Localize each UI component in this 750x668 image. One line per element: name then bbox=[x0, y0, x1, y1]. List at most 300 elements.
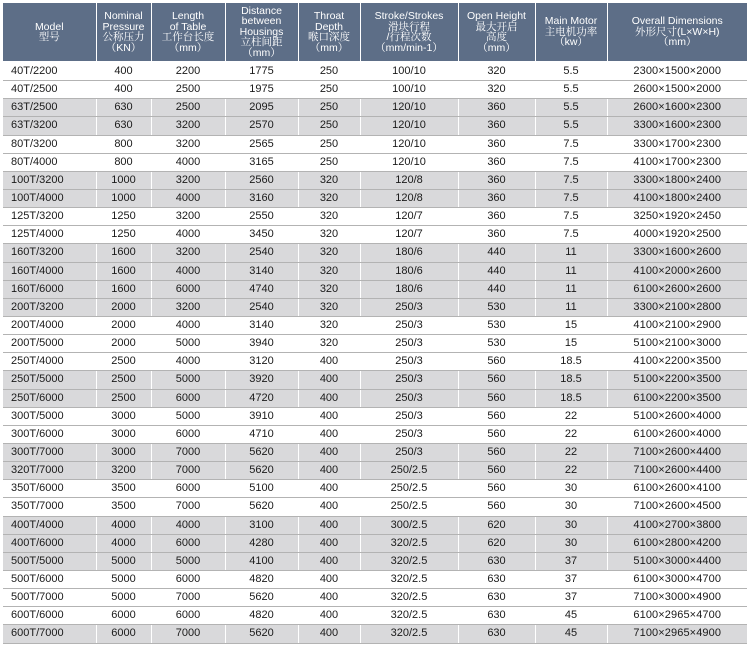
cell-overall-dimensions: 3300×2100×2800 bbox=[607, 298, 747, 316]
cell-open-height: 630 bbox=[458, 625, 535, 643]
cell-stroke-strokes: 250/3 bbox=[360, 335, 458, 353]
table-row bbox=[3, 534, 747, 552]
cell-length-of-table: 6000 bbox=[151, 480, 225, 498]
cell-nominal-pressure: 6000 bbox=[96, 607, 151, 625]
header-model: Model 型号 bbox=[3, 3, 96, 62]
cell-nominal-pressure: 4000 bbox=[96, 516, 151, 534]
cell-open-height: 530 bbox=[458, 316, 535, 334]
cell-length-of-table: 5000 bbox=[151, 407, 225, 425]
cell-overall-dimensions: 3300×1700×2300 bbox=[607, 135, 747, 153]
cell-overall-dimensions: 6100×2600×4000 bbox=[607, 425, 747, 443]
cell-overall-dimensions: 5100×2600×4000 bbox=[607, 407, 747, 425]
cell-model: 400T/6000 bbox=[3, 534, 96, 552]
cell-open-height: 560 bbox=[458, 425, 535, 443]
cell-throat-depth: 400 bbox=[298, 480, 360, 498]
cell-nominal-pressure: 3500 bbox=[96, 498, 151, 516]
table-row bbox=[3, 62, 747, 81]
table-row bbox=[3, 480, 747, 498]
cell-stroke-strokes: 250/3 bbox=[360, 371, 458, 389]
cell-stroke-strokes: 250/3 bbox=[360, 407, 458, 425]
cell-model: 100T/4000 bbox=[3, 189, 96, 207]
cell-stroke-strokes: 120/10 bbox=[360, 99, 458, 117]
cell-overall-dimensions: 5100×3000×4400 bbox=[607, 552, 747, 570]
cell-open-height: 560 bbox=[458, 443, 535, 461]
cell-model: 200T/4000 bbox=[3, 316, 96, 334]
header-main-motor: Main Motor 主电机功率 （kw） bbox=[535, 3, 607, 62]
cell-open-height: 620 bbox=[458, 516, 535, 534]
spec-table-body bbox=[3, 62, 747, 643]
table-row bbox=[3, 498, 747, 516]
cell-model: 250T/4000 bbox=[3, 353, 96, 371]
cell-model: 600T/6000 bbox=[3, 607, 96, 625]
cell-stroke-strokes: 250/2.5 bbox=[360, 462, 458, 480]
cell-open-height: 440 bbox=[458, 280, 535, 298]
cell-model: 125T/4000 bbox=[3, 226, 96, 244]
cell-main-motor: 11 bbox=[535, 262, 607, 280]
header-distance-between-housings: Distance between Housings 立柱间距（mm） bbox=[225, 3, 298, 62]
cell-stroke-strokes: 120/8 bbox=[360, 171, 458, 189]
cell-main-motor: 5.5 bbox=[535, 81, 607, 99]
cell-main-motor: 5.5 bbox=[535, 99, 607, 117]
cell-length-of-table: 6000 bbox=[151, 534, 225, 552]
cell-model: 350T/6000 bbox=[3, 480, 96, 498]
cell-length-of-table: 3200 bbox=[151, 135, 225, 153]
table-row bbox=[3, 516, 747, 534]
cell-distance-between-housings: 4100 bbox=[225, 552, 298, 570]
cell-main-motor: 45 bbox=[535, 607, 607, 625]
cell-model: 63T/2500 bbox=[3, 99, 96, 117]
cell-open-height: 620 bbox=[458, 534, 535, 552]
cell-model: 160T/6000 bbox=[3, 280, 96, 298]
cell-stroke-strokes: 120/8 bbox=[360, 189, 458, 207]
cell-nominal-pressure: 2500 bbox=[96, 371, 151, 389]
cell-length-of-table: 4000 bbox=[151, 353, 225, 371]
cell-distance-between-housings: 5100 bbox=[225, 480, 298, 498]
cell-distance-between-housings: 3140 bbox=[225, 262, 298, 280]
cell-open-height: 560 bbox=[458, 389, 535, 407]
cell-model: 300T/5000 bbox=[3, 407, 96, 425]
cell-stroke-strokes: 250/3 bbox=[360, 425, 458, 443]
cell-stroke-strokes: 320/2.5 bbox=[360, 589, 458, 607]
table-row bbox=[3, 153, 747, 171]
cell-nominal-pressure: 2000 bbox=[96, 335, 151, 353]
cell-model: 500T/5000 bbox=[3, 552, 96, 570]
cell-main-motor: 5.5 bbox=[535, 62, 607, 81]
cell-stroke-strokes: 100/10 bbox=[360, 81, 458, 99]
cell-main-motor: 7.5 bbox=[535, 153, 607, 171]
cell-overall-dimensions: 4100×2100×2900 bbox=[607, 316, 747, 334]
cell-nominal-pressure: 2000 bbox=[96, 298, 151, 316]
cell-throat-depth: 250 bbox=[298, 153, 360, 171]
cell-overall-dimensions: 7100×2600×4400 bbox=[607, 443, 747, 461]
table-row bbox=[3, 208, 747, 226]
cell-length-of-table: 6000 bbox=[151, 570, 225, 588]
cell-model: 160T/3200 bbox=[3, 244, 96, 262]
cell-throat-depth: 320 bbox=[298, 280, 360, 298]
cell-nominal-pressure: 1250 bbox=[96, 208, 151, 226]
cell-stroke-strokes: 120/7 bbox=[360, 208, 458, 226]
cell-length-of-table: 4000 bbox=[151, 262, 225, 280]
table-row bbox=[3, 171, 747, 189]
cell-open-height: 560 bbox=[458, 462, 535, 480]
header-throat-depth: Throat Depth 喉口深度 （mm） bbox=[298, 3, 360, 62]
cell-throat-depth: 320 bbox=[298, 316, 360, 334]
cell-main-motor: 15 bbox=[535, 335, 607, 353]
cell-stroke-strokes: 250/2.5 bbox=[360, 480, 458, 498]
cell-stroke-strokes: 320/2.5 bbox=[360, 534, 458, 552]
cell-nominal-pressure: 1600 bbox=[96, 244, 151, 262]
cell-model: 350T/7000 bbox=[3, 498, 96, 516]
cell-distance-between-housings: 5620 bbox=[225, 443, 298, 461]
cell-main-motor: 22 bbox=[535, 462, 607, 480]
cell-throat-depth: 400 bbox=[298, 607, 360, 625]
cell-nominal-pressure: 6000 bbox=[96, 625, 151, 643]
cell-throat-depth: 400 bbox=[298, 353, 360, 371]
cell-overall-dimensions: 3300×1600×2600 bbox=[607, 244, 747, 262]
cell-stroke-strokes: 120/10 bbox=[360, 153, 458, 171]
header-stroke-strokes: Stroke/Strokes 滑块行程 /行程次数 （mm/min-1） bbox=[360, 3, 458, 62]
cell-main-motor: 7.5 bbox=[535, 226, 607, 244]
cell-stroke-strokes: 250/3 bbox=[360, 298, 458, 316]
table-row bbox=[3, 335, 747, 353]
cell-distance-between-housings: 4720 bbox=[225, 389, 298, 407]
cell-nominal-pressure: 1250 bbox=[96, 226, 151, 244]
cell-length-of-table: 3200 bbox=[151, 117, 225, 135]
cell-overall-dimensions: 6100×2200×3500 bbox=[607, 389, 747, 407]
cell-nominal-pressure: 3000 bbox=[96, 407, 151, 425]
table-row bbox=[3, 425, 747, 443]
cell-stroke-strokes: 250/3 bbox=[360, 443, 458, 461]
cell-stroke-strokes: 120/10 bbox=[360, 135, 458, 153]
table-row bbox=[3, 316, 747, 334]
cell-nominal-pressure: 800 bbox=[96, 153, 151, 171]
cell-open-height: 530 bbox=[458, 298, 535, 316]
table-row bbox=[3, 226, 747, 244]
cell-nominal-pressure: 3500 bbox=[96, 480, 151, 498]
cell-open-height: 320 bbox=[458, 81, 535, 99]
cell-stroke-strokes: 100/10 bbox=[360, 62, 458, 81]
cell-stroke-strokes: 250/3 bbox=[360, 316, 458, 334]
cell-throat-depth: 400 bbox=[298, 570, 360, 588]
cell-nominal-pressure: 1000 bbox=[96, 171, 151, 189]
cell-main-motor: 37 bbox=[535, 552, 607, 570]
cell-stroke-strokes: 320/2.5 bbox=[360, 552, 458, 570]
cell-nominal-pressure: 630 bbox=[96, 99, 151, 117]
cell-distance-between-housings: 4710 bbox=[225, 425, 298, 443]
cell-model: 300T/7000 bbox=[3, 443, 96, 461]
table-row bbox=[3, 135, 747, 153]
cell-open-height: 560 bbox=[458, 498, 535, 516]
cell-open-height: 560 bbox=[458, 371, 535, 389]
cell-overall-dimensions: 4100×2700×3800 bbox=[607, 516, 747, 534]
cell-main-motor: 11 bbox=[535, 298, 607, 316]
cell-model: 200T/5000 bbox=[3, 335, 96, 353]
cell-length-of-table: 4000 bbox=[151, 516, 225, 534]
cell-stroke-strokes: 180/6 bbox=[360, 244, 458, 262]
cell-distance-between-housings: 1975 bbox=[225, 81, 298, 99]
cell-overall-dimensions: 6100×3000×4700 bbox=[607, 570, 747, 588]
cell-overall-dimensions: 4100×1700×2300 bbox=[607, 153, 747, 171]
cell-nominal-pressure: 2500 bbox=[96, 353, 151, 371]
cell-nominal-pressure: 2000 bbox=[96, 316, 151, 334]
cell-main-motor: 5.5 bbox=[535, 117, 607, 135]
cell-distance-between-housings: 3165 bbox=[225, 153, 298, 171]
table-row bbox=[3, 117, 747, 135]
cell-throat-depth: 250 bbox=[298, 117, 360, 135]
cell-throat-depth: 250 bbox=[298, 99, 360, 117]
table-row bbox=[3, 244, 747, 262]
header-open-height: Open Height 最大开启 高度 （mm） bbox=[458, 3, 535, 62]
table-row bbox=[3, 462, 747, 480]
table-row bbox=[3, 552, 747, 570]
cell-open-height: 630 bbox=[458, 589, 535, 607]
cell-overall-dimensions: 6100×2600×2600 bbox=[607, 280, 747, 298]
cell-open-height: 360 bbox=[458, 135, 535, 153]
cell-length-of-table: 3200 bbox=[151, 208, 225, 226]
cell-open-height: 560 bbox=[458, 407, 535, 425]
cell-overall-dimensions: 6100×2965×4700 bbox=[607, 607, 747, 625]
cell-model: 63T/3200 bbox=[3, 117, 96, 135]
cell-distance-between-housings: 3160 bbox=[225, 189, 298, 207]
cell-throat-depth: 320 bbox=[298, 171, 360, 189]
cell-length-of-table: 2500 bbox=[151, 99, 225, 117]
cell-model: 300T/6000 bbox=[3, 425, 96, 443]
cell-overall-dimensions: 2600×1500×2000 bbox=[607, 81, 747, 99]
cell-distance-between-housings: 2570 bbox=[225, 117, 298, 135]
cell-length-of-table: 7000 bbox=[151, 625, 225, 643]
cell-open-height: 360 bbox=[458, 117, 535, 135]
table-row bbox=[3, 407, 747, 425]
cell-length-of-table: 7000 bbox=[151, 589, 225, 607]
cell-distance-between-housings: 3920 bbox=[225, 371, 298, 389]
table-row bbox=[3, 371, 747, 389]
cell-model: 160T/4000 bbox=[3, 262, 96, 280]
cell-overall-dimensions: 4000×1920×2500 bbox=[607, 226, 747, 244]
cell-throat-depth: 400 bbox=[298, 371, 360, 389]
cell-overall-dimensions: 6100×2600×4100 bbox=[607, 480, 747, 498]
table-row bbox=[3, 353, 747, 371]
cell-distance-between-housings: 2560 bbox=[225, 171, 298, 189]
table-row bbox=[3, 189, 747, 207]
cell-main-motor: 7.5 bbox=[535, 189, 607, 207]
cell-distance-between-housings: 3450 bbox=[225, 226, 298, 244]
cell-main-motor: 45 bbox=[535, 625, 607, 643]
cell-model: 80T/3200 bbox=[3, 135, 96, 153]
cell-length-of-table: 2200 bbox=[151, 62, 225, 81]
cell-distance-between-housings: 4740 bbox=[225, 280, 298, 298]
cell-throat-depth: 400 bbox=[298, 589, 360, 607]
cell-nominal-pressure: 400 bbox=[96, 81, 151, 99]
cell-distance-between-housings: 4280 bbox=[225, 534, 298, 552]
cell-distance-between-housings: 2565 bbox=[225, 135, 298, 153]
cell-open-height: 560 bbox=[458, 480, 535, 498]
header-overall-dimensions: Overall Dimensions 外形尺寸(L×W×H) （mm） bbox=[607, 3, 747, 62]
cell-overall-dimensions: 3300×1800×2400 bbox=[607, 171, 747, 189]
cell-main-motor: 22 bbox=[535, 425, 607, 443]
cell-length-of-table: 3200 bbox=[151, 171, 225, 189]
cell-nominal-pressure: 2500 bbox=[96, 389, 151, 407]
cell-overall-dimensions: 7100×2600×4500 bbox=[607, 498, 747, 516]
cell-main-motor: 30 bbox=[535, 516, 607, 534]
cell-model: 100T/3200 bbox=[3, 171, 96, 189]
cell-model: 600T/7000 bbox=[3, 625, 96, 643]
cell-overall-dimensions: 2600×1600×2300 bbox=[607, 99, 747, 117]
cell-throat-depth: 400 bbox=[298, 389, 360, 407]
cell-nominal-pressure: 1600 bbox=[96, 262, 151, 280]
table-row bbox=[3, 389, 747, 407]
cell-model: 40T/2500 bbox=[3, 81, 96, 99]
cell-distance-between-housings: 5620 bbox=[225, 589, 298, 607]
cell-stroke-strokes: 120/7 bbox=[360, 226, 458, 244]
cell-throat-depth: 400 bbox=[298, 407, 360, 425]
cell-length-of-table: 4000 bbox=[151, 226, 225, 244]
cell-stroke-strokes: 300/2.5 bbox=[360, 516, 458, 534]
cell-stroke-strokes: 320/2.5 bbox=[360, 625, 458, 643]
cell-stroke-strokes: 250/3 bbox=[360, 389, 458, 407]
table-row bbox=[3, 81, 747, 99]
cell-overall-dimensions: 5100×2200×3500 bbox=[607, 371, 747, 389]
cell-length-of-table: 6000 bbox=[151, 280, 225, 298]
cell-length-of-table: 4000 bbox=[151, 153, 225, 171]
cell-throat-depth: 320 bbox=[298, 262, 360, 280]
cell-main-motor: 7.5 bbox=[535, 171, 607, 189]
cell-nominal-pressure: 5000 bbox=[96, 552, 151, 570]
cell-distance-between-housings: 3140 bbox=[225, 316, 298, 334]
table-row bbox=[3, 298, 747, 316]
cell-throat-depth: 400 bbox=[298, 498, 360, 516]
cell-overall-dimensions: 7100×2965×4900 bbox=[607, 625, 747, 643]
cell-length-of-table: 4000 bbox=[151, 189, 225, 207]
cell-main-motor: 22 bbox=[535, 443, 607, 461]
cell-open-height: 360 bbox=[458, 153, 535, 171]
cell-open-height: 320 bbox=[458, 62, 535, 81]
cell-distance-between-housings: 3940 bbox=[225, 335, 298, 353]
cell-main-motor: 30 bbox=[535, 498, 607, 516]
cell-distance-between-housings: 3120 bbox=[225, 353, 298, 371]
cell-open-height: 440 bbox=[458, 262, 535, 280]
cell-length-of-table: 2500 bbox=[151, 81, 225, 99]
cell-main-motor: 7.5 bbox=[535, 135, 607, 153]
cell-nominal-pressure: 5000 bbox=[96, 589, 151, 607]
header-nominal-pressure: Nominal Pressure 公称压力 （KN） bbox=[96, 3, 151, 62]
cell-throat-depth: 400 bbox=[298, 443, 360, 461]
cell-distance-between-housings: 4820 bbox=[225, 607, 298, 625]
cell-main-motor: 7.5 bbox=[535, 208, 607, 226]
cell-throat-depth: 320 bbox=[298, 335, 360, 353]
cell-open-height: 360 bbox=[458, 208, 535, 226]
cell-open-height: 630 bbox=[458, 552, 535, 570]
cell-main-motor: 30 bbox=[535, 480, 607, 498]
cell-stroke-strokes: 320/2.5 bbox=[360, 607, 458, 625]
cell-open-height: 560 bbox=[458, 353, 535, 371]
cell-overall-dimensions: 6100×2800×4200 bbox=[607, 534, 747, 552]
cell-overall-dimensions: 4100×1800×2400 bbox=[607, 189, 747, 207]
cell-open-height: 360 bbox=[458, 99, 535, 117]
cell-stroke-strokes: 180/6 bbox=[360, 280, 458, 298]
cell-length-of-table: 5000 bbox=[151, 371, 225, 389]
table-row bbox=[3, 262, 747, 280]
cell-stroke-strokes: 250/2.5 bbox=[360, 498, 458, 516]
table-row bbox=[3, 589, 747, 607]
cell-throat-depth: 320 bbox=[298, 189, 360, 207]
table-row bbox=[3, 570, 747, 588]
cell-throat-depth: 320 bbox=[298, 244, 360, 262]
cell-model: 400T/4000 bbox=[3, 516, 96, 534]
cell-length-of-table: 4000 bbox=[151, 316, 225, 334]
table-row bbox=[3, 280, 747, 298]
cell-model: 500T/6000 bbox=[3, 570, 96, 588]
cell-overall-dimensions: 7100×3000×4900 bbox=[607, 589, 747, 607]
cell-nominal-pressure: 400 bbox=[96, 62, 151, 81]
cell-nominal-pressure: 3000 bbox=[96, 443, 151, 461]
cell-open-height: 360 bbox=[458, 226, 535, 244]
cell-throat-depth: 400 bbox=[298, 516, 360, 534]
cell-length-of-table: 5000 bbox=[151, 335, 225, 353]
cell-length-of-table: 3200 bbox=[151, 298, 225, 316]
cell-length-of-table: 6000 bbox=[151, 607, 225, 625]
cell-model: 250T/6000 bbox=[3, 389, 96, 407]
cell-model: 125T/3200 bbox=[3, 208, 96, 226]
cell-distance-between-housings: 3100 bbox=[225, 516, 298, 534]
cell-model: 200T/3200 bbox=[3, 298, 96, 316]
table-row bbox=[3, 99, 747, 117]
cell-open-height: 630 bbox=[458, 570, 535, 588]
header-length-of-table: Length of Table 工作台长度 （mm） bbox=[151, 3, 225, 62]
cell-overall-dimensions: 3250×1920×2450 bbox=[607, 208, 747, 226]
cell-open-height: 630 bbox=[458, 607, 535, 625]
cell-distance-between-housings: 2540 bbox=[225, 244, 298, 262]
cell-throat-depth: 250 bbox=[298, 81, 360, 99]
cell-stroke-strokes: 250/3 bbox=[360, 353, 458, 371]
cell-open-height: 360 bbox=[458, 171, 535, 189]
cell-throat-depth: 400 bbox=[298, 552, 360, 570]
cell-length-of-table: 7000 bbox=[151, 462, 225, 480]
cell-open-height: 440 bbox=[458, 244, 535, 262]
cell-throat-depth: 320 bbox=[298, 208, 360, 226]
cell-length-of-table: 5000 bbox=[151, 552, 225, 570]
cell-length-of-table: 6000 bbox=[151, 425, 225, 443]
cell-nominal-pressure: 800 bbox=[96, 135, 151, 153]
cell-throat-depth: 400 bbox=[298, 534, 360, 552]
cell-main-motor: 30 bbox=[535, 534, 607, 552]
cell-distance-between-housings: 5620 bbox=[225, 625, 298, 643]
cell-distance-between-housings: 2540 bbox=[225, 298, 298, 316]
cell-main-motor: 11 bbox=[535, 244, 607, 262]
cell-throat-depth: 320 bbox=[298, 298, 360, 316]
cell-main-motor: 15 bbox=[535, 316, 607, 334]
spec-table bbox=[3, 3, 747, 644]
table-row bbox=[3, 443, 747, 461]
cell-nominal-pressure: 1600 bbox=[96, 280, 151, 298]
cell-distance-between-housings: 5620 bbox=[225, 462, 298, 480]
cell-nominal-pressure: 3200 bbox=[96, 462, 151, 480]
cell-length-of-table: 7000 bbox=[151, 498, 225, 516]
cell-throat-depth: 400 bbox=[298, 462, 360, 480]
cell-main-motor: 22 bbox=[535, 407, 607, 425]
cell-stroke-strokes: 120/10 bbox=[360, 117, 458, 135]
cell-nominal-pressure: 1000 bbox=[96, 189, 151, 207]
cell-nominal-pressure: 4000 bbox=[96, 534, 151, 552]
cell-model: 40T/2200 bbox=[3, 62, 96, 81]
cell-nominal-pressure: 5000 bbox=[96, 570, 151, 588]
cell-throat-depth: 400 bbox=[298, 425, 360, 443]
cell-model: 250T/5000 bbox=[3, 371, 96, 389]
cell-main-motor: 18.5 bbox=[535, 389, 607, 407]
cell-distance-between-housings: 3910 bbox=[225, 407, 298, 425]
cell-overall-dimensions: 7100×2600×4400 bbox=[607, 462, 747, 480]
cell-model: 320T/7000 bbox=[3, 462, 96, 480]
cell-length-of-table: 6000 bbox=[151, 389, 225, 407]
